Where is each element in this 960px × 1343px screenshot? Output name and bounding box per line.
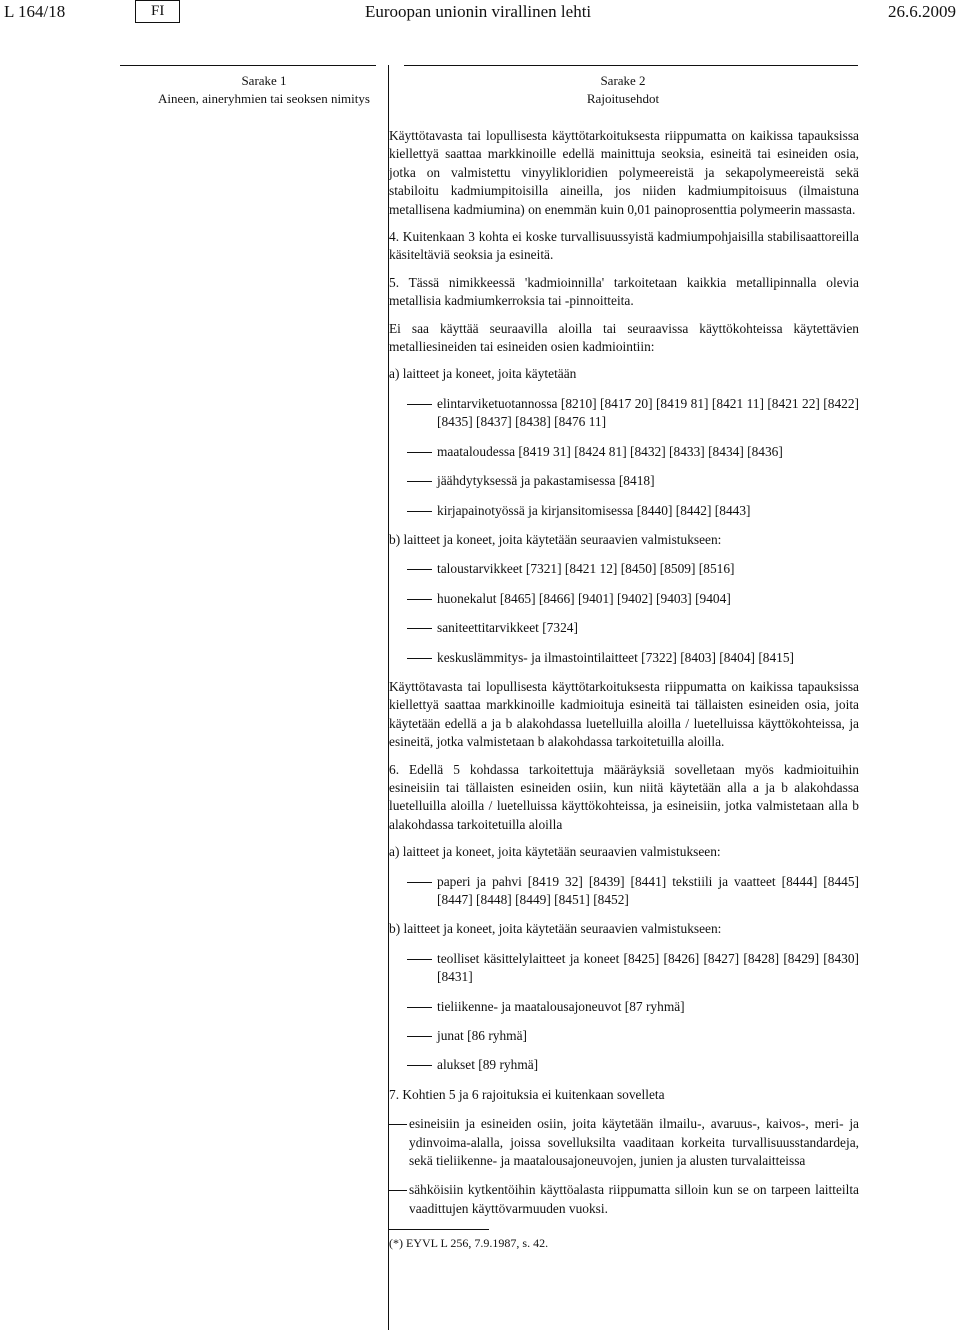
paragraph-7: 7. Kohtien 5 ja 6 rajoituksia ei kuitenkaan sovelleta bbox=[389, 1086, 665, 1102]
subpoint-b: b) laitteet ja koneet, joita käytetään seuraavien valmistukseen: bbox=[389, 921, 722, 937]
paragraph-5: 5. Tässä nimikkeessä 'kadmioinnilla' tarkoitetaan kaikkia metallipinnalla olevia metallisia kadmiumkerroksia tai -pinnoitteita. bbox=[389, 274, 859, 309]
list-item: maataloudessa [8419 31] [8424 81] [8432] [8433] [8434] [8436] bbox=[437, 443, 783, 459]
list-item: teolliset käsittelylaitteet ja koneet [8425] [8426] [8427] [8428] [8429] [8430] [8431] bbox=[437, 950, 859, 985]
list-item: jäähdytyksessä ja pakastamisessa [8418] bbox=[437, 473, 655, 489]
column-2-label: Sarake 2 bbox=[600, 73, 646, 88]
restrictions-column bbox=[388, 127, 859, 1253]
list-item: saniteettitarvikkeet [7324] bbox=[437, 620, 578, 636]
list-item: paperi ja pahvi [8419 32] [8439] [8441] tekstiili ja vaatteet [8444] [8445] [8447] [8448] [8449] [8451] [8452] bbox=[437, 873, 859, 907]
top-rule-left bbox=[120, 65, 376, 66]
language-badge: FI bbox=[135, 0, 180, 23]
column-2-title: Rajoitusehdot bbox=[586, 91, 660, 106]
column-1-title: Aineen, aineryhmien tai seoksen nimitys bbox=[158, 91, 370, 106]
list-item: keskuslämmitys- ja ilmastointilaitteet [7322] [8403] [8404] [8415] bbox=[437, 649, 795, 665]
paragraph-4: 4. Kuitenkaan 3 kohta ei koske turvallisuussyistä kadmiumpohjaisilla stabilisaattoreilla käsiteltäviä seoksia ja esineitä. bbox=[389, 229, 859, 263]
paragraph: Käyttötavasta tai lopullisesta käyttötarkoituksesta riippumatta on kaikissa tapauksissa kiellettyä saattaa markkinoille kadmioituja esineitä tai tällaisten esineiden osia, joita käytetään edellä a ja b alakohdassa luetelluilla aloilla / luetelluissa käyttökohteissa, ja esineitä, jotka valmistetaan b alakohdassa tarkoitetuilla aloilla. bbox=[389, 678, 859, 750]
paragraph-6: 6. Edellä 5 kohdassa tarkoitettuja määräyksiä sovelletaan myös kadmioituihin esineisiin tai tällaisten esineiden osiin, kun niitä käytetään alla a ja b alakohdassa luetelluilla aloilla / luetelluissa käyttökohteissa, ja esineisiin, jotka valmistetaan alla b alakohdassa tarkoitetuilla aloilla bbox=[389, 761, 859, 832]
page-reference: L 164/18 bbox=[4, 2, 66, 21]
list-item: taloustarvikkeet [7321] [8421 12] [8450] [8509] [8516] bbox=[437, 561, 735, 577]
list-item: huonekalut [8465] [8466] [9401] [9402] [9403] [9404] bbox=[437, 590, 731, 606]
column-2-heading bbox=[388, 72, 858, 108]
subpoint-b: b) laitteet ja koneet, joita käytetään seuraavien valmistukseen: bbox=[389, 531, 722, 547]
column-1-label: Sarake 1 bbox=[241, 73, 287, 88]
list-item: alukset [89 ryhmä] bbox=[437, 1057, 539, 1073]
publication-date: 26.6.2009 bbox=[888, 2, 956, 21]
journal-title: Euroopan unionin virallinen lehti bbox=[365, 2, 592, 21]
list-item: junat [86 ryhmä] bbox=[437, 1028, 527, 1044]
paragraph: Käyttötavasta tai lopullisesta käyttötarkoituksesta riippumatta on kaikissa tapauksissa kiellettyä saattaa markkinoille edellä mainittuja seoksia, esineitä tai esineiden osia, jotka on valmistettu vinyylikloridien polymeereistä ja sekapolymeereistä sekä stabiloitu kadmiumpitoisilla aineilla, jos niiden kadmiumpitoisuus (ilmaistuna metallisena kadmiumina) on enemmän kuin 0,01 painoprosenttia polymeerin massasta. bbox=[389, 128, 859, 217]
subpoint-a: a) laitteet ja koneet, joita käytetään seuraavien valmistukseen: bbox=[389, 844, 721, 860]
footnote: (*) EYVL L 256, 7.9.1987, s. 42. bbox=[389, 1236, 549, 1251]
column-1-heading bbox=[140, 72, 388, 108]
list-item: sähköisiin kytkentöihin käyttöalasta riippumatta silloin kun se on tarpeen laitteilta vaadittujen käyttövarmuuden vuoksi. bbox=[409, 1182, 859, 1216]
list-item: esineisiin ja esineiden osiin, joita käytetään ilmailu-, avaruus-, kaivos-, meri- ja ydinvoima-alalla, joissa sovelluksilta vaaditaan korkeita turvallisuusstandardeja, sekä tieliikenne- ja maatalousajoneuvojen, junien ja alusten turvalaitteissa bbox=[409, 1116, 859, 1169]
paragraph: Ei saa käyttää seuraavilla aloilla tai seuraavissa käyttökohteissa käytettävien metalliesineiden tai esineiden osien kadmiointiin: bbox=[389, 320, 859, 355]
list-item: tieliikenne- ja maatalousajoneuvot [87 ryhmä] bbox=[437, 998, 685, 1014]
top-rule-right bbox=[404, 65, 858, 66]
list-item: elintarviketuotannossa [8210] [8417 20] [8419 81] [8421 11] [8421 22] [8422] [8435] [8437] [8438] [8476 11] bbox=[437, 395, 859, 430]
page-header bbox=[0, 0, 960, 30]
footnote-rule bbox=[389, 1229, 489, 1230]
list-item: kirjapainotyössä ja kirjansitomisessa [8440] [8442] [8443] bbox=[437, 502, 751, 518]
subpoint-a: a) laitteet ja koneet, joita käytetään bbox=[389, 366, 577, 382]
